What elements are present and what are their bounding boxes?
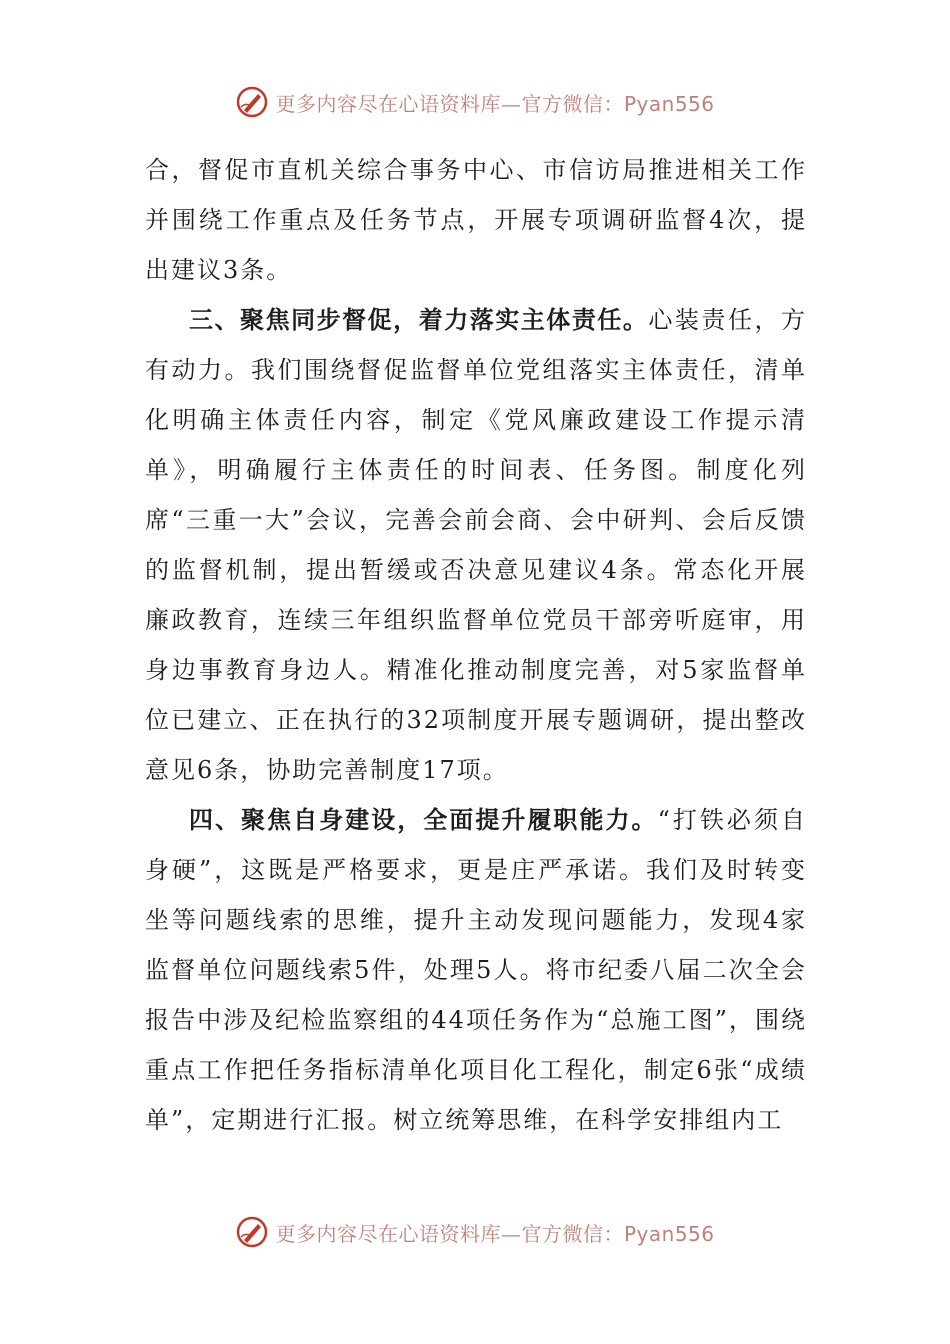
header-watermark (0, 82, 950, 122)
pen-circle-logo-icon (235, 1215, 269, 1249)
paragraph-text: “打铁必须自身硬”，这既是严格要求，更是庄严承诺。我们及时转变坐等问题线索的思维，提升主动发现问题能力，发现4家监督单位问题线索5件，处理5人。将市纪委八届二次全会报告中涉及纪检监察组的44项任务作为“总施工图”，围绕重点工作把任务指标清单化项目化工程化，制定6张“成绩单”，定期进行汇报。树立统筹思维，在科学安排组内工 (145, 806, 807, 1134)
watermark-handle: Pyan556 (623, 91, 715, 116)
pen-circle-logo-icon (235, 85, 269, 119)
watermark-text: 更多内容尽在心语资料库—官方微信：Pyan556 (275, 1221, 715, 1246)
paragraph-3 (145, 795, 807, 1145)
paragraph-text: 合，督促市直机关综合事务中心、市信访局推进相关工作并围绕工作重点及任务节点，开展专项调研监督4次，提出建议3条。 (145, 156, 807, 284)
watermark-handle: Pyan556 (623, 1221, 715, 1246)
paragraph-2 (145, 295, 807, 795)
section-four-heading: 四、聚焦自身建设，全面提升履职能力。 (189, 805, 658, 834)
document-body (145, 145, 807, 1145)
watermark-text: 更多内容尽在心语资料库—官方微信：Pyan556 (275, 91, 715, 116)
section-three-heading: 三、聚焦同步督促，着力落实主体责任。 (189, 305, 649, 334)
paragraph-1 (145, 145, 807, 295)
footer-watermark (0, 1212, 950, 1252)
paragraph-text: 心装责任，方有动力。我们围绕督促监督单位党组落实主体责任，清单化明确主体责任内容，制定《党风廉政建设工作提示清单》，明确履行主体责任的时间表、任务图。制度化列席“三重一大”会议，完善会前会商、会中研判、会后反馈的监督机制，提出暂缓或否决意见建议4条。常态化开展廉政教育，连续三年组织监督单位党员干部旁听庭审，用身边事教育身边人。精准化推动制度完善，对5家监督单位已建立、正在执行的32项制度开展专题调研，提出整改意见6条，协助完善制度17项。 (145, 306, 807, 784)
